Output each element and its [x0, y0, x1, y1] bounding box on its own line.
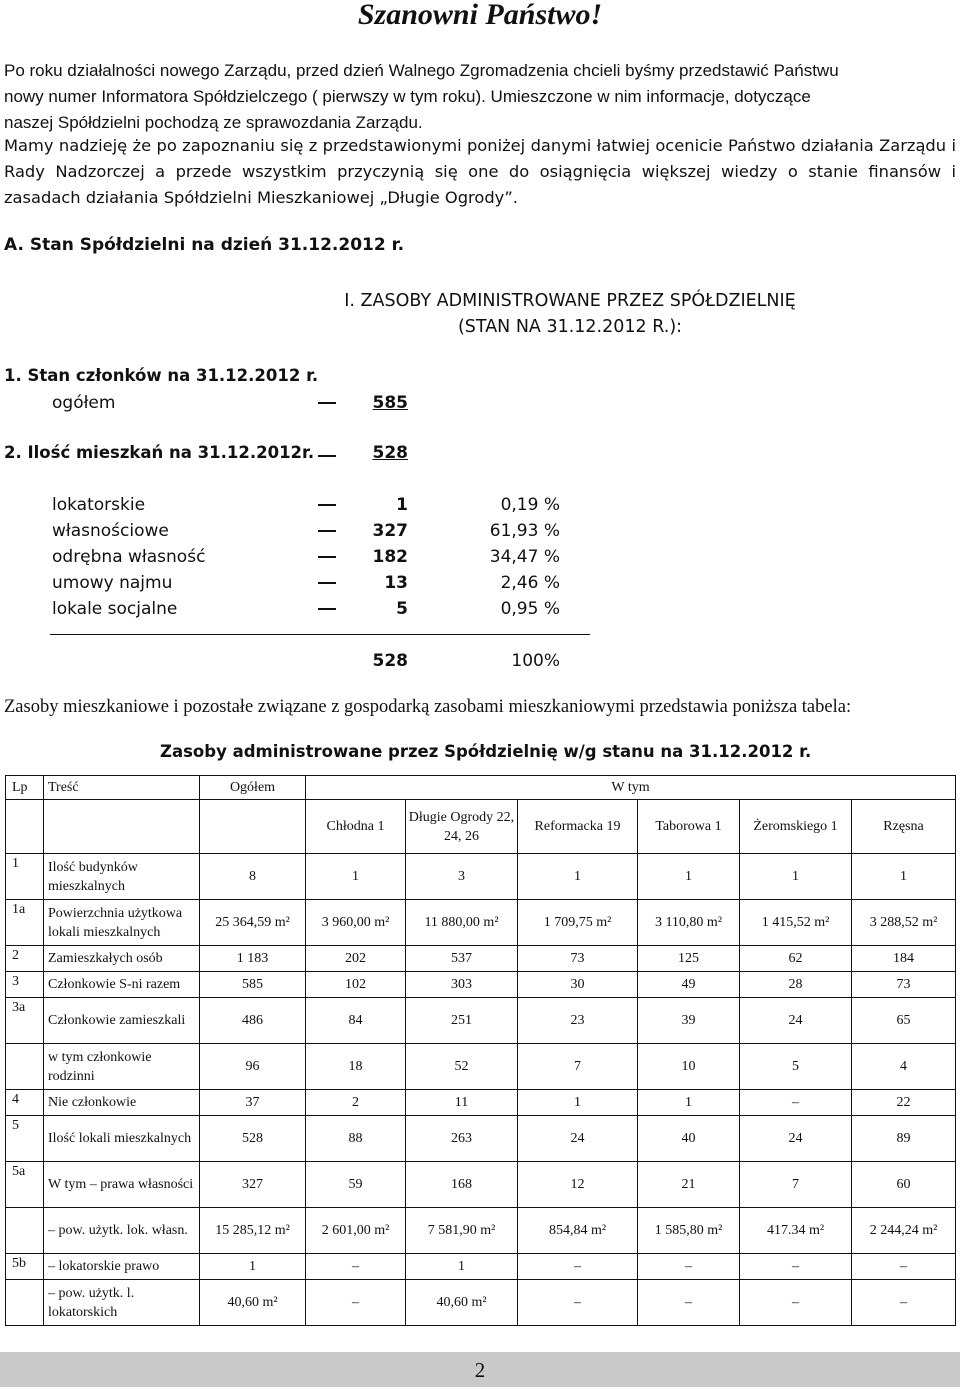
- dash: [318, 455, 336, 457]
- row-label: – pow. użytk. lok. własn.: [44, 1208, 200, 1254]
- header-lp: Lp: [6, 776, 44, 800]
- row-value: 88: [306, 1116, 406, 1162]
- flat-type-pct: 61,93 %: [489, 521, 560, 541]
- table-row: [6, 1116, 956, 1162]
- intro-paragraph: [4, 58, 956, 136]
- row-value: –: [518, 1254, 638, 1280]
- members-value: 585: [372, 393, 408, 413]
- flat-type-label: umowy najmu: [52, 573, 173, 593]
- row-value: 96: [200, 1044, 306, 1090]
- row-value: 40,60 m²: [406, 1280, 518, 1326]
- section-a-heading: A. Stan Spółdzielni na dzień 31.12.2012 r.: [4, 235, 405, 255]
- row-label: Ilość budynków mieszkalnych: [44, 854, 200, 900]
- row-value: 30: [518, 972, 638, 998]
- intro-line: Po roku działalności nowego Zarządu, przed dzień Walnego Zgromadzenia chcieli byśmy przedstawić Państwu: [4, 61, 839, 80]
- resources-table: [5, 775, 956, 1326]
- row-label: w tym członkowie rodzinni: [44, 1044, 200, 1090]
- row-value: 2 601,00 m²: [306, 1208, 406, 1254]
- row-value: 854,84 m²: [518, 1208, 638, 1254]
- row-value: 303: [406, 972, 518, 998]
- members-heading: 1. Stan członków na 31.12.2012 r.: [4, 366, 319, 385]
- row-label: W tym – prawa własności: [44, 1162, 200, 1208]
- row-value: 417.34 m²: [740, 1208, 852, 1254]
- row-value: 537: [406, 946, 518, 972]
- row-value: –: [638, 1280, 740, 1326]
- flats-heading: 2. Ilość mieszkań na 31.12.2012r.: [4, 443, 315, 462]
- col-taborowa: Taborowa 1: [638, 800, 740, 854]
- row-value: 7: [518, 1044, 638, 1090]
- row-value: 1 415,52 m²: [740, 900, 852, 946]
- table-row: [6, 998, 956, 1044]
- row-value: 263: [406, 1116, 518, 1162]
- row-value: 486: [200, 998, 306, 1044]
- table-header-row: [6, 776, 956, 800]
- flat-type-pct: 34,47 %: [489, 547, 560, 567]
- row-value: 60: [852, 1162, 956, 1208]
- row-value: 5: [740, 1044, 852, 1090]
- flats-total-pct: 100%: [511, 651, 560, 671]
- row-lp: 5: [6, 1116, 44, 1162]
- table-row: [6, 972, 956, 998]
- row-label: Nie członkowie: [44, 1090, 200, 1116]
- col-rzesna: Rzęsna: [852, 800, 956, 854]
- flat-type-count: 182: [372, 547, 408, 567]
- row-value: 2 244,24 m²: [852, 1208, 956, 1254]
- row-lp: 4: [6, 1090, 44, 1116]
- row-value: 2: [306, 1090, 406, 1116]
- row-value: 1 183: [200, 946, 306, 972]
- section-i-heading: [190, 288, 950, 340]
- row-value: 15 285,12 m²: [200, 1208, 306, 1254]
- row-value: 102: [306, 972, 406, 998]
- row-value: 39: [638, 998, 740, 1044]
- flat-type-pct: 0,19 %: [500, 495, 560, 515]
- row-value: 7: [740, 1162, 852, 1208]
- row-value: 1: [638, 1090, 740, 1116]
- row-lp: 3: [6, 972, 44, 998]
- row-value: 22: [852, 1090, 956, 1116]
- row-value: –: [306, 1254, 406, 1280]
- row-value: 3 288,52 m²: [852, 900, 956, 946]
- row-value: –: [740, 1280, 852, 1326]
- table-row: [6, 854, 956, 900]
- header-ogolem: Ogółem: [200, 776, 306, 800]
- row-value: 1: [200, 1254, 306, 1280]
- row-value: 585: [200, 972, 306, 998]
- row-value: –: [638, 1254, 740, 1280]
- section-i-line: I. ZASOBY ADMINISTROWANE PRZEZ SPÓŁDZIELNIĘ: [344, 291, 796, 311]
- flats-value: 528: [372, 443, 408, 463]
- row-value: 24: [740, 1116, 852, 1162]
- flat-type-count: 5: [396, 599, 408, 619]
- row-value: 3: [406, 854, 518, 900]
- row-value: 12: [518, 1162, 638, 1208]
- row-value: 37: [200, 1090, 306, 1116]
- dash: [318, 556, 336, 558]
- row-value: 25 364,59 m²: [200, 900, 306, 946]
- dash: [318, 504, 336, 506]
- table-body: [6, 854, 956, 1326]
- row-value: 4: [852, 1044, 956, 1090]
- row-value: 1: [406, 1254, 518, 1280]
- row-value: 49: [638, 972, 740, 998]
- dash: [318, 530, 336, 532]
- table-row: [6, 946, 956, 972]
- flat-type-label: własnościowe: [52, 521, 169, 541]
- row-value: –: [740, 1254, 852, 1280]
- row-value: 1: [852, 854, 956, 900]
- row-lp: 1: [6, 854, 44, 900]
- row-value: 7 581,90 m²: [406, 1208, 518, 1254]
- row-value: 11 880,00 m²: [406, 900, 518, 946]
- row-value: 84: [306, 998, 406, 1044]
- flat-type-count: 1: [396, 495, 408, 515]
- flat-type-count: 13: [384, 573, 408, 593]
- table-row: [6, 1044, 956, 1090]
- row-value: 1: [638, 854, 740, 900]
- flat-type-pct: 0,95 %: [500, 599, 560, 619]
- row-value: 21: [638, 1162, 740, 1208]
- row-label: Członkowie S-ni razem: [44, 972, 200, 998]
- row-value: 8: [200, 854, 306, 900]
- row-value: 73: [518, 946, 638, 972]
- flat-type-pct: 2,46 %: [500, 573, 560, 593]
- row-value: 1: [518, 854, 638, 900]
- row-label: Członkowie zamieszkali: [44, 998, 200, 1044]
- row-value: 125: [638, 946, 740, 972]
- table-row: [6, 1280, 956, 1326]
- page-title: Szanowni Państwo!: [357, 0, 603, 31]
- row-value: 59: [306, 1162, 406, 1208]
- empty-cell: [44, 800, 200, 854]
- flat-type-label: odrębna własność: [52, 547, 206, 567]
- row-value: 62: [740, 946, 852, 972]
- row-value: –: [852, 1254, 956, 1280]
- row-value: 10: [638, 1044, 740, 1090]
- row-value: 1: [740, 854, 852, 900]
- table-row: [6, 900, 956, 946]
- col-zeromskiego: Żeromskiego 1: [740, 800, 852, 854]
- row-value: 3 110,80 m²: [638, 900, 740, 946]
- row-value: –: [740, 1090, 852, 1116]
- row-lp: 1a: [6, 900, 44, 946]
- hope-paragraph: Mamy nadzieję że po zapoznaniu się z przedstawionymi poniżej danymi łatwiej ocenicie Państwo działania Zarządu i Rady Nadzorczej a przede wszystkim przyczynią się one do osiągnięcia większej wiedzy o stanie finansów i zasadach działania Spółdzielni Mieszkaniowej „Długie Ogrody”.: [4, 136, 956, 207]
- flat-type-count: 327: [372, 521, 408, 541]
- header-tresc: Treść: [44, 776, 200, 800]
- flat-type-label: lokale socjalne: [52, 599, 178, 619]
- empty-cell: [6, 800, 44, 854]
- section-i-line: (STAN NA 31.12.2012 R.):: [457, 317, 683, 337]
- row-lp: [6, 1280, 44, 1326]
- dash: [318, 608, 336, 610]
- empty-cell: [200, 800, 306, 854]
- row-value: –: [852, 1280, 956, 1326]
- row-value: 1: [306, 854, 406, 900]
- table-row: [6, 1254, 956, 1280]
- sum-divider: [50, 634, 590, 635]
- dash: [318, 402, 336, 404]
- row-value: 52: [406, 1044, 518, 1090]
- row-value: 168: [406, 1162, 518, 1208]
- row-value: –: [306, 1280, 406, 1326]
- dash: [318, 582, 336, 584]
- row-label: – lokatorskie prawo: [44, 1254, 200, 1280]
- flats-total-count: 528: [372, 651, 408, 671]
- members-label: ogółem: [52, 393, 116, 413]
- flat-type-label: lokatorskie: [52, 495, 146, 515]
- row-value: 202: [306, 946, 406, 972]
- row-value: 3 960,00 m²: [306, 900, 406, 946]
- intro-line: naszej Spółdzielni pochodzą ze sprawozdania Zarządu.: [4, 113, 423, 132]
- row-lp: [6, 1044, 44, 1090]
- row-value: 28: [740, 972, 852, 998]
- row-lp: 2: [6, 946, 44, 972]
- table-caption: Zasoby administrowane przez Spółdzielnię w/g stanu na 31.12.2012 r.: [160, 742, 812, 761]
- col-reformacka: Reformacka 19: [518, 800, 638, 854]
- row-lp: 5a: [6, 1162, 44, 1208]
- row-value: 23: [518, 998, 638, 1044]
- page-number: 2: [0, 1352, 960, 1387]
- row-value: 65: [852, 998, 956, 1044]
- row-value: 11: [406, 1090, 518, 1116]
- row-label: – pow. użytk. l. lokatorskich: [44, 1280, 200, 1326]
- row-value: 73: [852, 972, 956, 998]
- table-row: [6, 1208, 956, 1254]
- row-value: 327: [200, 1162, 306, 1208]
- row-lp: 3a: [6, 998, 44, 1044]
- row-value: 1: [518, 1090, 638, 1116]
- row-value: 40,60 m²: [200, 1280, 306, 1326]
- row-lp: [6, 1208, 44, 1254]
- row-value: 1 709,75 m²: [518, 900, 638, 946]
- row-label: Powierzchnia użytkowa lokali mieszkalnych: [44, 900, 200, 946]
- row-label: Ilość lokali mieszkalnych: [44, 1116, 200, 1162]
- row-value: 528: [200, 1116, 306, 1162]
- row-lp: 5b: [6, 1254, 44, 1280]
- row-value: 24: [518, 1116, 638, 1162]
- table-subheader-row: [6, 800, 956, 854]
- intro-line: nowy numer Informatora Spółdzielczego ( pierwszy w tym roku). Umieszczone w nim informacje, dotyczące: [4, 87, 811, 106]
- row-value: 1 585,80 m²: [638, 1208, 740, 1254]
- row-value: –: [518, 1280, 638, 1326]
- col-dlugie-ogrody: Długie Ogrody 22, 24, 26: [406, 800, 518, 854]
- table-row: [6, 1162, 956, 1208]
- header-w-tym: W tym: [306, 776, 956, 800]
- col-chlodna: Chłodna 1: [306, 800, 406, 854]
- row-value: 18: [306, 1044, 406, 1090]
- table-row: [6, 1090, 956, 1116]
- row-value: 184: [852, 946, 956, 972]
- table-intro: Zasoby mieszkaniowe i pozostałe związane z gospodarką zasobami mieszkaniowymi przedstawia poniższa tabela:: [4, 697, 852, 717]
- row-value: 89: [852, 1116, 956, 1162]
- row-label: Zamieszkałych osób: [44, 946, 200, 972]
- row-value: 40: [638, 1116, 740, 1162]
- row-value: 24: [740, 998, 852, 1044]
- row-value: 251: [406, 998, 518, 1044]
